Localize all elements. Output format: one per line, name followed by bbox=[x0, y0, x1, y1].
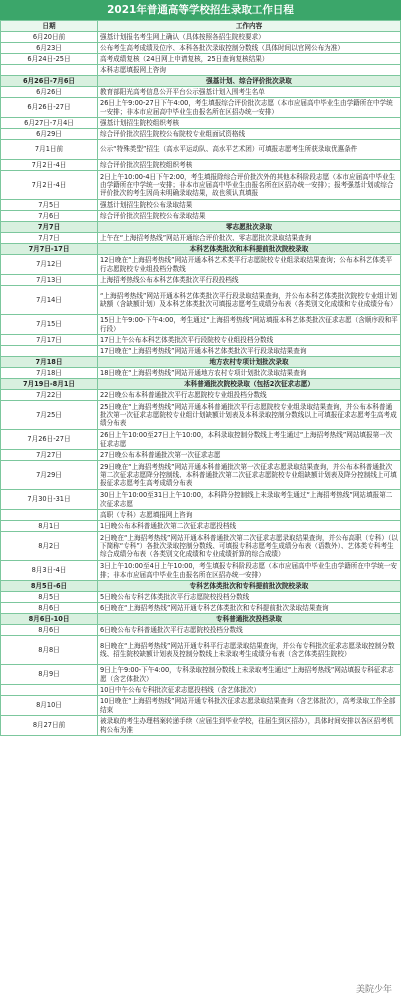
table-row bbox=[1, 129, 401, 140]
work-cell: 26日上午10:00至27日上午10:00，本科录取控制分数线上考生通过“上海招考热线”网站填报第一次征求志愿 bbox=[98, 430, 401, 450]
table-row bbox=[1, 510, 401, 521]
work-cell: 6日晚在“上海招考热线”网站开通专科艺体类批次和专科提前批次录取结果查询 bbox=[98, 603, 401, 614]
date-cell: 7月5日 bbox=[1, 200, 98, 211]
date-cell: 7月22日 bbox=[1, 390, 98, 401]
table-row bbox=[1, 665, 401, 685]
table-row bbox=[1, 368, 401, 379]
work-cell: “上海招考热线”网站开通本科艺体类批次平行段录取结果查询，并公布本科艺体类批次院校专业组计划缺额（含缺额计划）及本科艺体类批次可填报志愿考生成绩分布表（各类别文化成绩和专业成绩分布） bbox=[98, 286, 401, 315]
work-cell: 8日晚在“上海招考热线”网站开通专科平行志愿录取结果查询，并公布专科批次征求志愿录取控制分数线、招生院校缺额计划表及控制分数线上未录取考生成绩分布表（含艺体类招生院校） bbox=[98, 636, 401, 665]
table-row bbox=[1, 625, 401, 636]
table-header-row bbox=[1, 21, 401, 32]
work-cell: 17日上午公布本科艺体类批次平行段院校专业组投档分数线 bbox=[98, 335, 401, 346]
work-cell: 被录取的考生办理档案转递手续（应届生到毕业学校，往届生到区招办），具体时间安排以各区招考机构公布为准 bbox=[98, 716, 401, 736]
table-row bbox=[1, 43, 401, 54]
date-cell: 7月19日-8月1日 bbox=[1, 379, 98, 390]
work-cell: 25日晚在“上海招考热线”网站开通本科普通批次平行志愿院校专业组录取结果查询，并公布本科普通批次第一次征求志愿院校专业组计划缺额计划表及本科录取控制分数线以上可填报征求志愿考生高考成绩分布表 bbox=[98, 401, 401, 430]
work-cell: 30日上午10:00至31日上午10:00，本科降分控制线上未录取考生通过“上海招考热线”网站填报第二次征求志愿 bbox=[98, 490, 401, 510]
date-cell: 8月8日 bbox=[1, 636, 98, 665]
table-row bbox=[1, 233, 401, 244]
date-cell bbox=[1, 510, 98, 521]
date-cell: 7月25日 bbox=[1, 401, 98, 430]
date-cell: 6月24日-25日 bbox=[1, 54, 98, 65]
table-row bbox=[1, 450, 401, 461]
table-row bbox=[1, 160, 401, 171]
date-cell: 6月26日-7月6日 bbox=[1, 76, 98, 87]
table-row bbox=[1, 275, 401, 286]
work-cell: 5日晚公布专科艺体类批次平行志愿院校投档分数线 bbox=[98, 592, 401, 603]
work-cell: 10日中午公布专科批次征求志愿投档线（含艺体批次） bbox=[98, 685, 401, 696]
stage-row bbox=[1, 222, 401, 233]
table-row bbox=[1, 685, 401, 696]
table-row bbox=[1, 716, 401, 736]
table-row bbox=[1, 521, 401, 532]
date-cell: 7月2日-4日 bbox=[1, 171, 98, 200]
work-cell: 18日晚在“上海招考热线”网站开通地方农村专项计划批次录取结果查询 bbox=[98, 368, 401, 379]
date-cell: 7月27日 bbox=[1, 450, 98, 461]
work-cell: 专科艺体类批次和专科提前批次院校录取 bbox=[98, 581, 401, 592]
stage-row bbox=[1, 244, 401, 255]
work-cell: 专科普通批次投档录取 bbox=[98, 614, 401, 625]
work-cell: 地方农村专项计划批次录取 bbox=[98, 357, 401, 368]
date-cell: 6月20日前 bbox=[1, 32, 98, 43]
work-cell: 1日晚公布本科普通批次第二次征求志愿投档线 bbox=[98, 521, 401, 532]
work-cell: 3日上午10:00至4日上午10:00，考生填报专科阶段志愿（本市应届高中毕业生由学籍所在中学统一安排；非本市应届高中毕业生由报名所在区招办统一安排） bbox=[98, 561, 401, 581]
work-cell: 12日晚在“上海招考热线”网站开通本科艺术类平行志愿院校专业组录取结果查询；公布本科艺体类平行志愿院校专业组投档分数线 bbox=[98, 255, 401, 275]
date-cell: 7月1日前 bbox=[1, 140, 98, 160]
table-row bbox=[1, 636, 401, 665]
date-cell: 8月1日 bbox=[1, 521, 98, 532]
table-row bbox=[1, 430, 401, 450]
date-cell: 8月6日 bbox=[1, 603, 98, 614]
date-cell: 7月15日 bbox=[1, 315, 98, 335]
table-row bbox=[1, 390, 401, 401]
work-cell: 综合评价批次招生院校公布院校专业组面试资格线 bbox=[98, 129, 401, 140]
stage-row bbox=[1, 379, 401, 390]
date-cell: 7月6日 bbox=[1, 211, 98, 222]
work-cell: 综合评价批次招生院校组织考核 bbox=[98, 160, 401, 171]
date-cell: 7月30日-31日 bbox=[1, 490, 98, 510]
work-cell: 综合评价批次招生院校公布录取结果 bbox=[98, 211, 401, 222]
work-cell: 22日晚公布本科普通批次平行志愿院校专业组投档分数线 bbox=[98, 390, 401, 401]
work-cell: 高职（专科）志愿填报网上咨询 bbox=[98, 510, 401, 521]
date-cell: 7月14日 bbox=[1, 286, 98, 315]
table-row bbox=[1, 696, 401, 716]
date-cell bbox=[1, 685, 98, 696]
table-row bbox=[1, 140, 401, 160]
table-row bbox=[1, 315, 401, 335]
work-cell: 9日上午9:00-下午4:00，专科录取控制分数线上未录取考生通过“上海招考热线”网站填报专科征求志愿（含艺体批次） bbox=[98, 665, 401, 685]
table-row bbox=[1, 461, 401, 490]
stage-row bbox=[1, 76, 401, 87]
table-row bbox=[1, 592, 401, 603]
table-row bbox=[1, 98, 401, 118]
work-cell: 本科艺体类批次和本科提前批次院校录取 bbox=[98, 244, 401, 255]
table-row bbox=[1, 255, 401, 275]
date-column-header: 日期 bbox=[1, 21, 98, 32]
table-row bbox=[1, 171, 401, 200]
date-cell: 7月2日-4日 bbox=[1, 160, 98, 171]
stage-row bbox=[1, 357, 401, 368]
work-cell: 17日晚在“上海招考热线”网站开通本科艺体类批次平行段录取结果查询 bbox=[98, 346, 401, 357]
schedule-table bbox=[0, 20, 401, 736]
page-title: 2021年普通高等学校招生录取工作日程 bbox=[0, 0, 401, 20]
table-row bbox=[1, 32, 401, 43]
date-cell: 7月29日 bbox=[1, 461, 98, 490]
work-cell: 公布考生高考成绩及位序、本科各批次录取控制分数线（具体时间以官网公布为准） bbox=[98, 43, 401, 54]
table-row bbox=[1, 346, 401, 357]
date-cell: 8月10日 bbox=[1, 696, 98, 716]
table-row bbox=[1, 211, 401, 222]
work-cell: 26日上午9:00-27日下午4:00，考生填报综合评价批次志愿（本市应届高中毕业生由学籍所在中学统一安排；非本市应届高中毕业生由报名所在区招办统一安排） bbox=[98, 98, 401, 118]
work-cell: 强基计划招生院校公布录取结果 bbox=[98, 200, 401, 211]
table-row bbox=[1, 65, 401, 76]
date-cell: 6月26日 bbox=[1, 87, 98, 98]
watermark-logo: 美院少年 bbox=[353, 981, 395, 996]
table-row bbox=[1, 87, 401, 98]
date-cell: 7月18日 bbox=[1, 357, 98, 368]
table-row bbox=[1, 603, 401, 614]
date-cell: 7月7日 bbox=[1, 222, 98, 233]
work-cell: 强基计划报名考生网上确认（具体按照各招生院校要求） bbox=[98, 32, 401, 43]
work-cell: 高考成绩复核（24日网上申请复核，25日查询复核结果） bbox=[98, 54, 401, 65]
work-cell: 本科志愿填报网上咨询 bbox=[98, 65, 401, 76]
table-row bbox=[1, 286, 401, 315]
table-row bbox=[1, 54, 401, 65]
table-row bbox=[1, 532, 401, 561]
date-cell: 7月7日 bbox=[1, 233, 98, 244]
work-cell: 零志愿批次录取 bbox=[98, 222, 401, 233]
table-row bbox=[1, 401, 401, 430]
date-cell: 8月9日 bbox=[1, 665, 98, 685]
date-cell: 7月18日 bbox=[1, 368, 98, 379]
work-cell: 15日上午9:00-下午4:00，考生通过“上海招考热线”网站填报本科艺体类批次征求志愿（含顺序段和平行段） bbox=[98, 315, 401, 335]
work-cell: 强基计划、综合评价批次录取 bbox=[98, 76, 401, 87]
date-cell: 7月7日-17日 bbox=[1, 244, 98, 255]
date-cell: 6月29日 bbox=[1, 129, 98, 140]
work-cell: 上午在“上海招考热线”网站开通综合评价批次、零志愿批次录取结果查询 bbox=[98, 233, 401, 244]
work-cell: 6日晚公布专科普通批次平行志愿院校投档分数线 bbox=[98, 625, 401, 636]
date-cell: 8月2日 bbox=[1, 532, 98, 561]
work-cell: 本科普通批次院校录取（包括2次征求志愿） bbox=[98, 379, 401, 390]
table-row bbox=[1, 118, 401, 129]
work-column-header: 工作内容 bbox=[98, 21, 401, 32]
date-cell: 6月26日-27日 bbox=[1, 98, 98, 118]
work-cell: 27日晚公布本科普通批次第一次征求志愿 bbox=[98, 450, 401, 461]
stage-row bbox=[1, 614, 401, 625]
date-cell: 8月6日-10日 bbox=[1, 614, 98, 625]
table-row bbox=[1, 335, 401, 346]
date-cell: 8月6日 bbox=[1, 625, 98, 636]
table-row bbox=[1, 490, 401, 510]
work-cell: 上海招考热线公布本科艺体类批次平行段投档线 bbox=[98, 275, 401, 286]
work-cell: 教育部阳光高考信息公开平台公示强基计划入围考生名单 bbox=[98, 87, 401, 98]
work-cell: 强基计划招生院校组织考核 bbox=[98, 118, 401, 129]
work-cell: 10日晚在“上海招考热线”网站开通专科批次征求志愿录取结果查询（含艺体批次），高考录取工作全部结束 bbox=[98, 696, 401, 716]
work-cell: 2日晚在“上海招考热线”网站开通本科普通批次第二次征求志愿录取结果查询，并公布高职（专科）（以下简称“专科”）各批次录取控制分数线、可填报专科志愿考生成绩分布表（语数外）、艺体类专科考生综合成绩分布表（各类别文化成绩和专业成绩折算的综合成绩） bbox=[98, 532, 401, 561]
work-cell: 2日上午10:00-4日下午2:00，考生填报除综合评价批次外的其他本科阶段志愿（本市应届高中毕业生由学籍所在中学统一安排；非本市应届高中毕业生由报名所在区招办统一安排）；报考强基计划或综合评价批次的考生因尚未明确录取结果，故也须认真填报 bbox=[98, 171, 401, 200]
date-cell bbox=[1, 65, 98, 76]
date-cell: 6月23日 bbox=[1, 43, 98, 54]
date-cell: 8月5日 bbox=[1, 592, 98, 603]
stage-row bbox=[1, 581, 401, 592]
work-cell: 公示“特殊类型”招生（高水平运动队、高水平艺术团）可填报志愿考生所获录取优惠条件 bbox=[98, 140, 401, 160]
date-cell: 7月13日 bbox=[1, 275, 98, 286]
date-cell: 7月17日 bbox=[1, 335, 98, 346]
work-cell: 29日晚在“上海招考热线”网站开通本科普通批次第一次征求志愿录取结果查询，并公布本科普通批次第二次征求志愿降分控制线、本科普通批次第二次征求志愿院校专业组缺额计划表及降分控制线上可填报征求志愿考生高考成绩分布表 bbox=[98, 461, 401, 490]
date-cell: 7月12日 bbox=[1, 255, 98, 275]
date-cell: 8月5日-6日 bbox=[1, 581, 98, 592]
date-cell: 8月3日-4日 bbox=[1, 561, 98, 581]
table-row bbox=[1, 561, 401, 581]
date-cell: 8月27日前 bbox=[1, 716, 98, 736]
table-row bbox=[1, 200, 401, 211]
date-cell: 7月26日-27日 bbox=[1, 430, 98, 450]
date-cell bbox=[1, 346, 98, 357]
date-cell: 6月27日-7月4日 bbox=[1, 118, 98, 129]
